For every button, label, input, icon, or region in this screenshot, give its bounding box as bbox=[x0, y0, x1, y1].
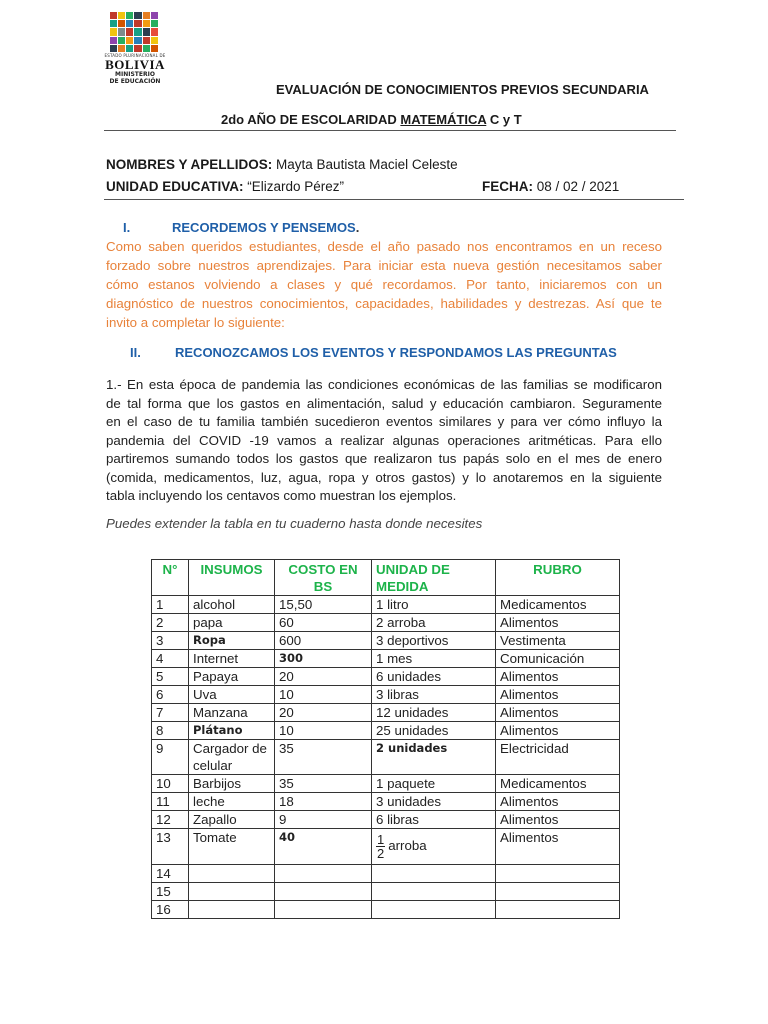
cell-category: Alimentos bbox=[496, 829, 620, 865]
intro-line: invito a completar lo siguiente: bbox=[106, 315, 285, 330]
subtitle-subject: MATEMÁTICA bbox=[400, 112, 487, 127]
header-insumos: INSUMOS bbox=[189, 560, 275, 596]
cell-unit: 6 unidades bbox=[372, 668, 496, 686]
cell-number: 5 bbox=[152, 668, 189, 686]
section-2-number: II. bbox=[130, 345, 141, 360]
cell-cost: 300 bbox=[275, 650, 372, 668]
cell-category: Alimentos bbox=[496, 668, 620, 686]
date-value: 08 / 02 / 2021 bbox=[533, 179, 620, 194]
cell-item[interactable] bbox=[189, 883, 275, 901]
cell-category: Alimentos bbox=[496, 704, 620, 722]
cell-number: 10 bbox=[152, 775, 189, 793]
cell-number: 3 bbox=[152, 632, 189, 650]
body-line: de tal forma que los gastos en alimentación, salud y educación cambiaron. Seguramente bbox=[106, 395, 662, 411]
section-1-title-text: RECORDEMOS Y PENSEMOS bbox=[172, 220, 356, 235]
cell-unit: 3 unidades bbox=[372, 793, 496, 811]
cell-item: Cargador de celular bbox=[189, 740, 275, 775]
cell-category[interactable] bbox=[496, 901, 620, 919]
cell-cost: 600 bbox=[275, 632, 372, 650]
cell-item: leche bbox=[189, 793, 275, 811]
cell-cost: 60 bbox=[275, 614, 372, 632]
school-line bbox=[106, 179, 344, 194]
cell-cost: 40 bbox=[275, 829, 372, 865]
cell-number: 7 bbox=[152, 704, 189, 722]
date-label: FECHA: bbox=[482, 179, 533, 194]
cell-category: Alimentos bbox=[496, 793, 620, 811]
table-row bbox=[152, 650, 620, 668]
cell-item: Plátano bbox=[189, 722, 275, 740]
cell-cost[interactable] bbox=[275, 901, 372, 919]
cell-number: 9 bbox=[152, 740, 189, 775]
table-row bbox=[152, 811, 620, 829]
cell-unit[interactable] bbox=[372, 883, 496, 901]
cell-cost: 20 bbox=[275, 668, 372, 686]
cell-category[interactable] bbox=[496, 883, 620, 901]
cell-cost: 10 bbox=[275, 722, 372, 740]
cell-unit[interactable] bbox=[372, 865, 496, 883]
cell-category: Alimentos bbox=[496, 722, 620, 740]
cell-item[interactable] bbox=[189, 865, 275, 883]
ministry-logo bbox=[96, 8, 174, 84]
document-title: EVALUACIÓN DE CONOCIMIENTOS PREVIOS SECUNDARIA bbox=[276, 82, 649, 97]
table-row bbox=[152, 865, 620, 883]
cell-item[interactable] bbox=[189, 901, 275, 919]
subtitle-prefix: 2do AÑO DE ESCOLARIDAD bbox=[221, 112, 401, 127]
section-1-title-dot: . bbox=[355, 220, 360, 235]
date-line bbox=[482, 179, 619, 194]
table-row bbox=[152, 775, 620, 793]
body-line: tabla incluyendo los centavos como muestran los ejemplos. bbox=[106, 488, 457, 503]
table-row bbox=[152, 883, 620, 901]
body-line: en el caso de tu familia también sucedieron eventos similares y para ver cómo influyo la bbox=[106, 414, 662, 429]
document-subtitle bbox=[221, 112, 522, 127]
cell-number: 4 bbox=[152, 650, 189, 668]
cell-item: Barbijos bbox=[189, 775, 275, 793]
logo-country: BOLIVIA bbox=[105, 57, 165, 72]
cell-category: Electricidad bbox=[496, 740, 620, 775]
cell-item: Tomate bbox=[189, 829, 275, 865]
student-name-line bbox=[106, 157, 458, 172]
cell-category[interactable] bbox=[496, 865, 620, 883]
cell-unit: 3 deportivos bbox=[372, 632, 496, 650]
cell-category: Alimentos bbox=[496, 686, 620, 704]
logo-ministry-line1: MINISTERIO bbox=[115, 71, 155, 78]
logo-ministry-line2: DE EDUCACIÓN bbox=[109, 78, 161, 85]
intro-line: Como saben queridos estudiantes, desde el año pasado nos encontramos en un receso bbox=[106, 239, 662, 254]
expenses-table bbox=[151, 559, 620, 919]
fraction-numerator: 1 bbox=[377, 832, 385, 847]
cell-number: 14 bbox=[152, 865, 189, 883]
table-row bbox=[152, 614, 620, 632]
table-row bbox=[152, 829, 620, 865]
cell-number: 1 bbox=[152, 596, 189, 614]
cell-unit: 1 paquete bbox=[372, 775, 496, 793]
cell-unit: 3 libras bbox=[372, 686, 496, 704]
table-row bbox=[152, 668, 620, 686]
school-label: UNIDAD EDUCATIVA: bbox=[106, 179, 244, 194]
cell-unit: 1 mes bbox=[372, 650, 496, 668]
table-row bbox=[152, 704, 620, 722]
fraction bbox=[376, 833, 385, 860]
header-unidad: UNIDAD DE MEDIDA bbox=[372, 560, 496, 596]
logo-state-text: ESTADO PLURINACIONAL DE bbox=[104, 53, 166, 58]
cell-number: 13 bbox=[152, 829, 189, 865]
cell-cost: 9 bbox=[275, 811, 372, 829]
cell-number: 15 bbox=[152, 883, 189, 901]
cell-category: Vestimenta bbox=[496, 632, 620, 650]
body-line: 1.- En esta época de pandemia las condiciones económicas de las familias se modificaron bbox=[106, 377, 662, 392]
cell-category: Medicamentos bbox=[496, 775, 620, 793]
intro-line: forzado sobre nuestros aprendizajes. Para iniciar esta nueva gestión necesitamos saber bbox=[106, 258, 662, 273]
cell-unit: 2 arroba bbox=[372, 614, 496, 632]
table-header-row bbox=[152, 560, 620, 596]
info-divider bbox=[104, 199, 684, 200]
header-costo: COSTO EN BS bbox=[275, 560, 372, 596]
logo-ministry bbox=[96, 71, 174, 85]
section-2-title: RECONOZCAMOS LOS EVENTOS Y RESPONDAMOS LAS PREGUNTAS bbox=[175, 345, 617, 360]
section-2-body bbox=[106, 376, 662, 506]
section-1-intro bbox=[106, 237, 662, 332]
cell-number: 12 bbox=[152, 811, 189, 829]
cell-number: 8 bbox=[152, 722, 189, 740]
cell-cost[interactable] bbox=[275, 865, 372, 883]
table-note: Puedes extender la tabla en tu cuaderno hasta donde necesites bbox=[106, 516, 483, 531]
cell-category: Alimentos bbox=[496, 614, 620, 632]
cell-unit-fraction bbox=[372, 829, 496, 865]
subtitle-suffix: C y T bbox=[486, 112, 522, 127]
cell-cost: 35 bbox=[275, 775, 372, 793]
logo-mosaic-icon bbox=[110, 12, 158, 52]
cell-item: Internet bbox=[189, 650, 275, 668]
cell-unit: 12 unidades bbox=[372, 704, 496, 722]
student-name-value: Mayta Bautista Maciel Celeste bbox=[272, 157, 458, 172]
section-1-title bbox=[172, 220, 359, 235]
intro-line: cómo estanos volviendo a clases y qué recordamos. Por tanto, iniciaremos con un bbox=[106, 277, 662, 292]
cell-category: Comunicación bbox=[496, 650, 620, 668]
school-value: “Elizardo Pérez” bbox=[243, 179, 345, 194]
cell-unit: 6 libras bbox=[372, 811, 496, 829]
cell-item: alcohol bbox=[189, 596, 275, 614]
cell-cost: 35 bbox=[275, 740, 372, 775]
cell-unit: arroba bbox=[388, 838, 427, 854]
cell-cost: 15,50 bbox=[275, 596, 372, 614]
cell-number: 11 bbox=[152, 793, 189, 811]
cell-category: Medicamentos bbox=[496, 596, 620, 614]
table-row bbox=[152, 596, 620, 614]
table-row bbox=[152, 632, 620, 650]
intro-line: diagnóstico de nuestros conocimientos, capacidades, habilidades y destrezas. Así que te bbox=[106, 296, 662, 311]
fraction-denominator: 2 bbox=[377, 846, 385, 861]
cell-item: Uva bbox=[189, 686, 275, 704]
cell-item: Papaya bbox=[189, 668, 275, 686]
table-row bbox=[152, 686, 620, 704]
cell-number: 2 bbox=[152, 614, 189, 632]
table-row bbox=[152, 740, 620, 775]
body-line: pandemia del COVID -19 vamos a realizar algunas operaciones aritméticas. Para ello bbox=[106, 432, 662, 448]
body-line: partiremos sumando todos los gastos que realizaron tus papás solo en el mes de enero bbox=[106, 451, 662, 466]
section-1-number: I. bbox=[123, 220, 131, 235]
cell-item: papa bbox=[189, 614, 275, 632]
cell-unit: 2 unidades bbox=[372, 740, 496, 775]
header-number: N° bbox=[152, 560, 189, 596]
cell-cost: 20 bbox=[275, 704, 372, 722]
cell-cost: 18 bbox=[275, 793, 372, 811]
cell-unit[interactable] bbox=[372, 901, 496, 919]
table-row bbox=[152, 901, 620, 919]
body-line: (comida, medicamentos, luz, agua, ropa y otros gastos) y lo anotaremos en la siguiente bbox=[106, 469, 662, 485]
student-name-label: NOMBRES Y APELLIDOS: bbox=[106, 157, 273, 172]
header-divider bbox=[104, 130, 676, 131]
cell-cost: 10 bbox=[275, 686, 372, 704]
cell-category: Alimentos bbox=[496, 811, 620, 829]
cell-cost[interactable] bbox=[275, 883, 372, 901]
cell-item: Ropa bbox=[189, 632, 275, 650]
cell-number: 6 bbox=[152, 686, 189, 704]
cell-item: Zapallo bbox=[189, 811, 275, 829]
table-row bbox=[152, 793, 620, 811]
header-rubro: RUBRO bbox=[496, 560, 620, 596]
cell-unit: 1 litro bbox=[372, 596, 496, 614]
cell-item: Manzana bbox=[189, 704, 275, 722]
table-row bbox=[152, 722, 620, 740]
cell-number: 16 bbox=[152, 901, 189, 919]
cell-unit: 25 unidades bbox=[372, 722, 496, 740]
